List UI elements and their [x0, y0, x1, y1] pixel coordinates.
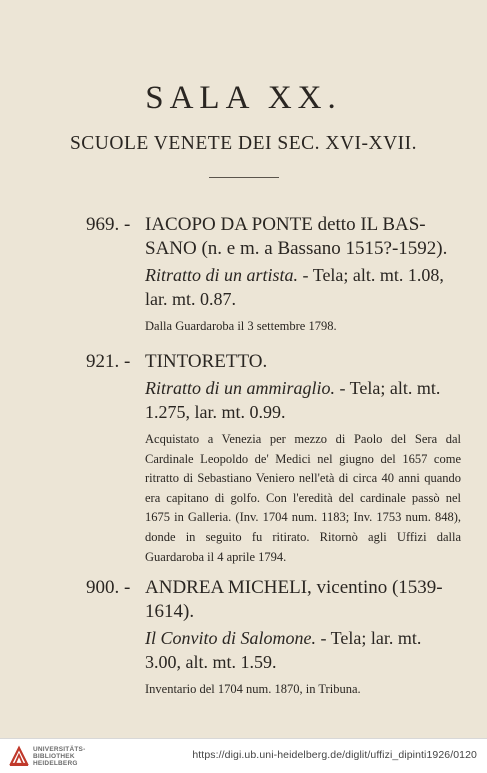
entry-artist-continued: 1614). — [145, 601, 195, 622]
entry-provenance: Dalla Guardaroba il 3 settembre 1798. — [145, 319, 337, 333]
entry-work-details: - Tela; lar. mt. 3.00, alt. mt. 1.59. — [145, 628, 422, 672]
divider — [209, 177, 279, 178]
library-logo-text: UNIVERSITÄTS- BIBLIOTHEK HEIDELBERG — [33, 746, 86, 767]
entry-work-details: - Tela; alt. mt. 1.08, lar. mt. 0.87. — [145, 265, 444, 309]
catalog-entry-900 — [86, 576, 461, 700]
page-title: SALA XX. — [145, 80, 342, 116]
entry-artist: TINTORETTO. — [145, 351, 268, 372]
entry-work — [145, 626, 461, 674]
entry-work-title: Ritratto di un ammiraglio. — [145, 378, 336, 398]
library-logo-icon — [8, 744, 30, 768]
entry-heading — [86, 213, 461, 237]
entry-artist: ANDREA MICHELI, vicentino (1539- — [145, 577, 443, 598]
entry-heading — [86, 576, 461, 600]
entry-work-title: Il Convito di Salomone. — [145, 628, 316, 648]
entry-work — [145, 263, 461, 311]
entry-number: 969. - — [86, 214, 131, 235]
entry-number: 921. - — [86, 351, 131, 372]
entry-number: 900. - — [86, 577, 131, 598]
entry-provenance: Inventario del 1704 num. 1870, in Tribuna. — [145, 682, 361, 696]
page-subtitle: SCUOLE VENETE DEI SEC. XVI-XVII. — [69, 133, 418, 154]
permalink-url[interactable]: https://digi.ub.uni-heidelberg.de/diglit/uffizi_dipinti1926/0120 — [192, 749, 477, 761]
catalog-entry-969 — [86, 213, 461, 337]
viewer-footer — [0, 738, 487, 773]
catalog-entry-921 — [86, 350, 461, 567]
entry-artist-continued: SANO (n. e m. a Bassano 1515?-1592). — [145, 238, 448, 259]
entry-work-title: Ritratto di un artista. — [145, 265, 299, 285]
entry-artist: IACOPO DA PONTE detto IL BAS- — [145, 214, 426, 235]
entry-work-details: - Tela; alt. mt. 1.275, lar. mt. 0.99. — [145, 378, 441, 422]
entry-heading — [86, 350, 461, 374]
entry-work — [145, 376, 461, 424]
entry-provenance: Acquistato a Venezia per mezzo di Paolo del Sera dal Cardinale Leopoldo de' Medici nel giugno del 1657 come ritratto di Sebastiano Veniero nell'età di circa 40 anni quando era capitano di golfo. Con l'eredità del cardinale passò nel 1675 in Galleria. (Inv. 1704 num. 1183; Inv. 1753 num. 848), donde in seguito fu ritirato. Ritornò agli Uffizi dalla Guardaroba il 4 aprile 1794. — [145, 432, 461, 564]
